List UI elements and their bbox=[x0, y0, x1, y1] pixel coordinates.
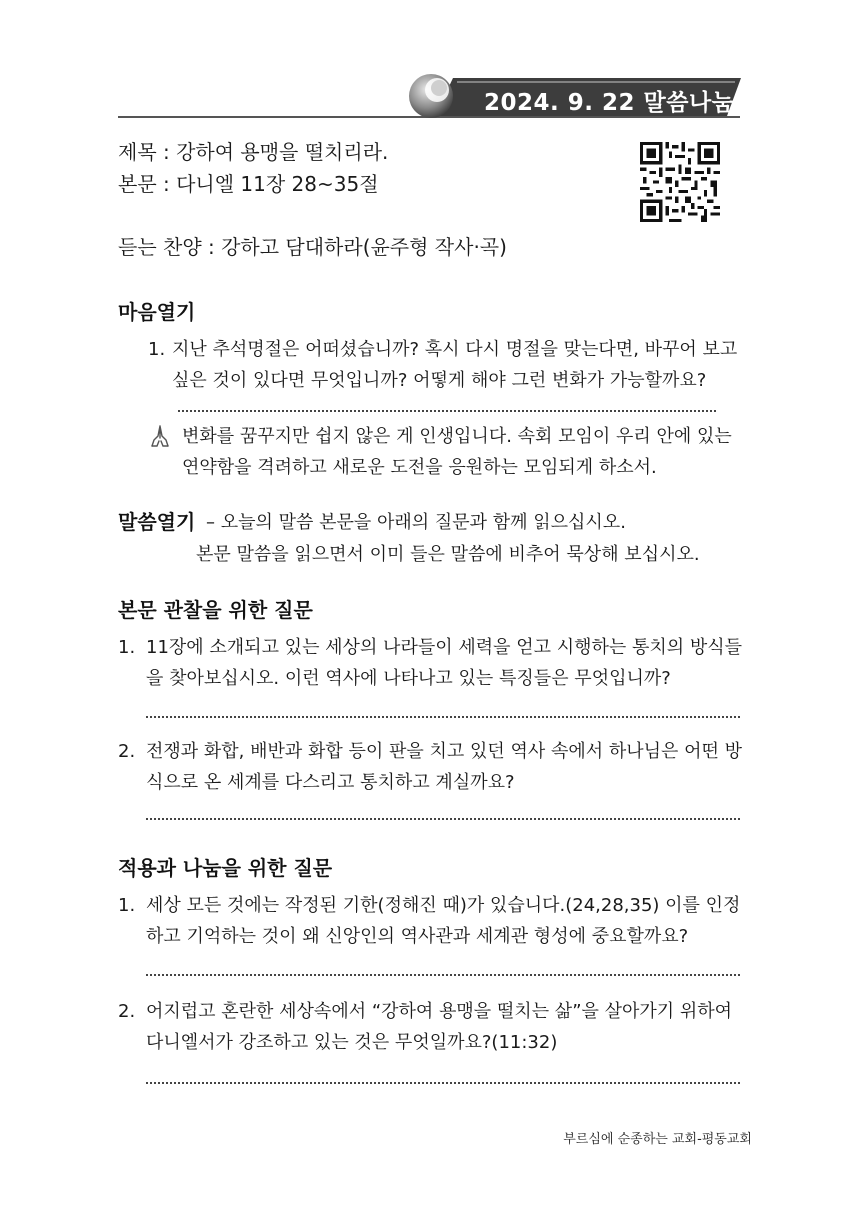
sermon-title: 제목 : 강하여 용맹을 떨치리라. bbox=[118, 140, 389, 164]
footer-church-name: 부르심에 순종하는 교회-평동교회 bbox=[563, 1132, 752, 1147]
answer-line bbox=[146, 974, 740, 976]
heart-question bbox=[148, 334, 744, 396]
question-number: 1. bbox=[148, 339, 166, 360]
observation-heading: 본문 관찰을 위한 질문 bbox=[118, 598, 313, 622]
word-instruction-2: 본문 말씀을 읽으면서 이미 들은 말씀에 비추어 묵상해 보십시오. bbox=[196, 544, 700, 565]
answer-line bbox=[146, 818, 740, 820]
question-text: 세상 모든 것에는 작정된 기한(정해진 때)가 있습니다.(24,28,35) 이를 인정하고 기억하는 것이 왜 신앙인의 역사관과 세계관 형성에 중요할까요? bbox=[146, 895, 741, 947]
qr-code-icon[interactable] bbox=[640, 142, 720, 222]
word-opening-heading: 말씀열기 bbox=[118, 510, 196, 534]
observation-question bbox=[118, 736, 744, 798]
observation-question bbox=[118, 632, 744, 694]
answer-line bbox=[146, 1082, 740, 1084]
question-number: 2. bbox=[118, 741, 136, 762]
answer-line bbox=[146, 716, 740, 718]
word-instruction-1: – 오늘의 말씀 본문을 아래의 질문과 함께 읽으십시오. bbox=[206, 512, 626, 533]
answer-line bbox=[178, 410, 716, 412]
scripture-reference: 본문 : 다니엘 11장 28~35절 bbox=[118, 172, 379, 196]
question-text: 전쟁과 화합, 배반과 화합 등이 판을 치고 있던 역사 속에서 하나님은 어떤 방식으로 온 세계를 다스리고 통치하고 계실까요? bbox=[146, 741, 743, 793]
prayer-text: 변화를 꿈꾸지만 쉽지 않은 게 인생입니다. 속회 모임이 우리 안에 있는 연약함을 격려하고 새로운 도전을 응원하는 모임되게 하소서. bbox=[182, 426, 732, 478]
hymn-line: 듣는 찬양 : 강하고 담대하라(윤주형 작사·곡) bbox=[118, 235, 507, 259]
heart-opening-heading: 마음열기 bbox=[118, 300, 196, 324]
question-text: 어지럽고 혼란한 세상속에서 “강하여 용맹을 떨치는 삶”을 살아가기 위하여 다니엘서가 강조하고 있는 것은 무엇일까요?(11:32) bbox=[146, 1001, 733, 1053]
page-title: 2024. 9. 22 말씀나눔지 bbox=[484, 90, 758, 116]
question-number: 1. bbox=[118, 895, 136, 916]
application-question bbox=[118, 996, 744, 1058]
question-number: 1. bbox=[118, 637, 136, 658]
application-question bbox=[118, 890, 744, 952]
praying-hands-icon bbox=[148, 424, 174, 450]
application-heading: 적용과 나눔을 위한 질문 bbox=[118, 856, 333, 880]
question-number: 2. bbox=[118, 1001, 136, 1022]
question-text: 지난 추석명절은 어떠셨습니까? 혹시 다시 명절을 맞는다면, 바꾸어 보고 싶은 것이 있다면 무엇입니까? 어떻게 해야 그런 변화가 가능할까요? bbox=[172, 339, 738, 391]
question-text: 11장에 소개되고 있는 세상의 나라들이 세력을 얻고 시행하는 통치의 방식들을 찾아보십시오. 이런 역사에 나타나고 있는 특징들은 무엇입니까? bbox=[146, 637, 743, 689]
